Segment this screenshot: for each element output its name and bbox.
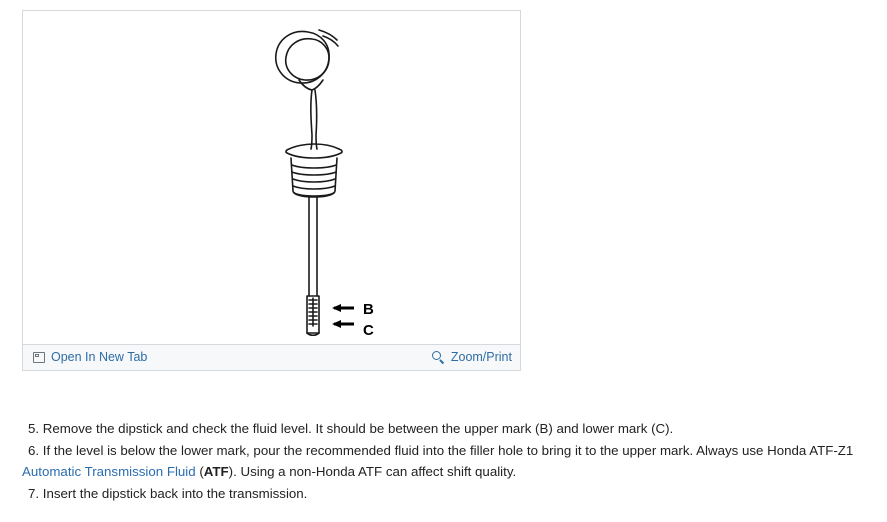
figure-panel bbox=[22, 10, 521, 371]
step-7 bbox=[22, 483, 867, 504]
dipstick-diagram bbox=[23, 11, 520, 345]
step-7-text: Insert the dipstick back into the transmission. bbox=[42, 486, 308, 501]
step-5 bbox=[22, 418, 867, 439]
diagram-label-upper: B bbox=[363, 301, 374, 318]
step-5-text: Remove the dipstick and check the fluid level. It should be between the upper mark (B) and lower mark (C). bbox=[42, 421, 674, 436]
instruction-steps bbox=[22, 418, 867, 505]
open-in-new-tab-button[interactable] bbox=[33, 351, 147, 364]
step-6-text-tail: ). Using a non-Honda ATF can affect shift quality. bbox=[228, 464, 517, 479]
step-6-text-after-link: ( bbox=[195, 464, 204, 479]
open-in-new-tab-label: Open In New Tab bbox=[51, 350, 148, 365]
step-6-number: 6. bbox=[28, 443, 40, 458]
step-6-bold-atf: ATF bbox=[203, 464, 229, 479]
step-5-number: 5. bbox=[28, 421, 40, 436]
magnifier-icon bbox=[432, 351, 445, 364]
diagram-label-lower: C bbox=[363, 322, 374, 339]
step-7-number: 7. bbox=[28, 486, 40, 501]
zoom-print-button[interactable] bbox=[432, 351, 512, 364]
zoom-print-label: Zoom/Print bbox=[450, 350, 512, 365]
step-6-text-before-link: If the level is below the lower mark, pour the recommended fluid into the filler hole to bring it to the upper mark. Always use Honda ATF-Z1 bbox=[42, 443, 854, 458]
atf-link[interactable]: Automatic Transmission Fluid bbox=[22, 464, 196, 479]
step-6 bbox=[22, 440, 867, 482]
open-in-new-tab-icon bbox=[33, 352, 45, 363]
figure-toolbar bbox=[23, 344, 520, 370]
